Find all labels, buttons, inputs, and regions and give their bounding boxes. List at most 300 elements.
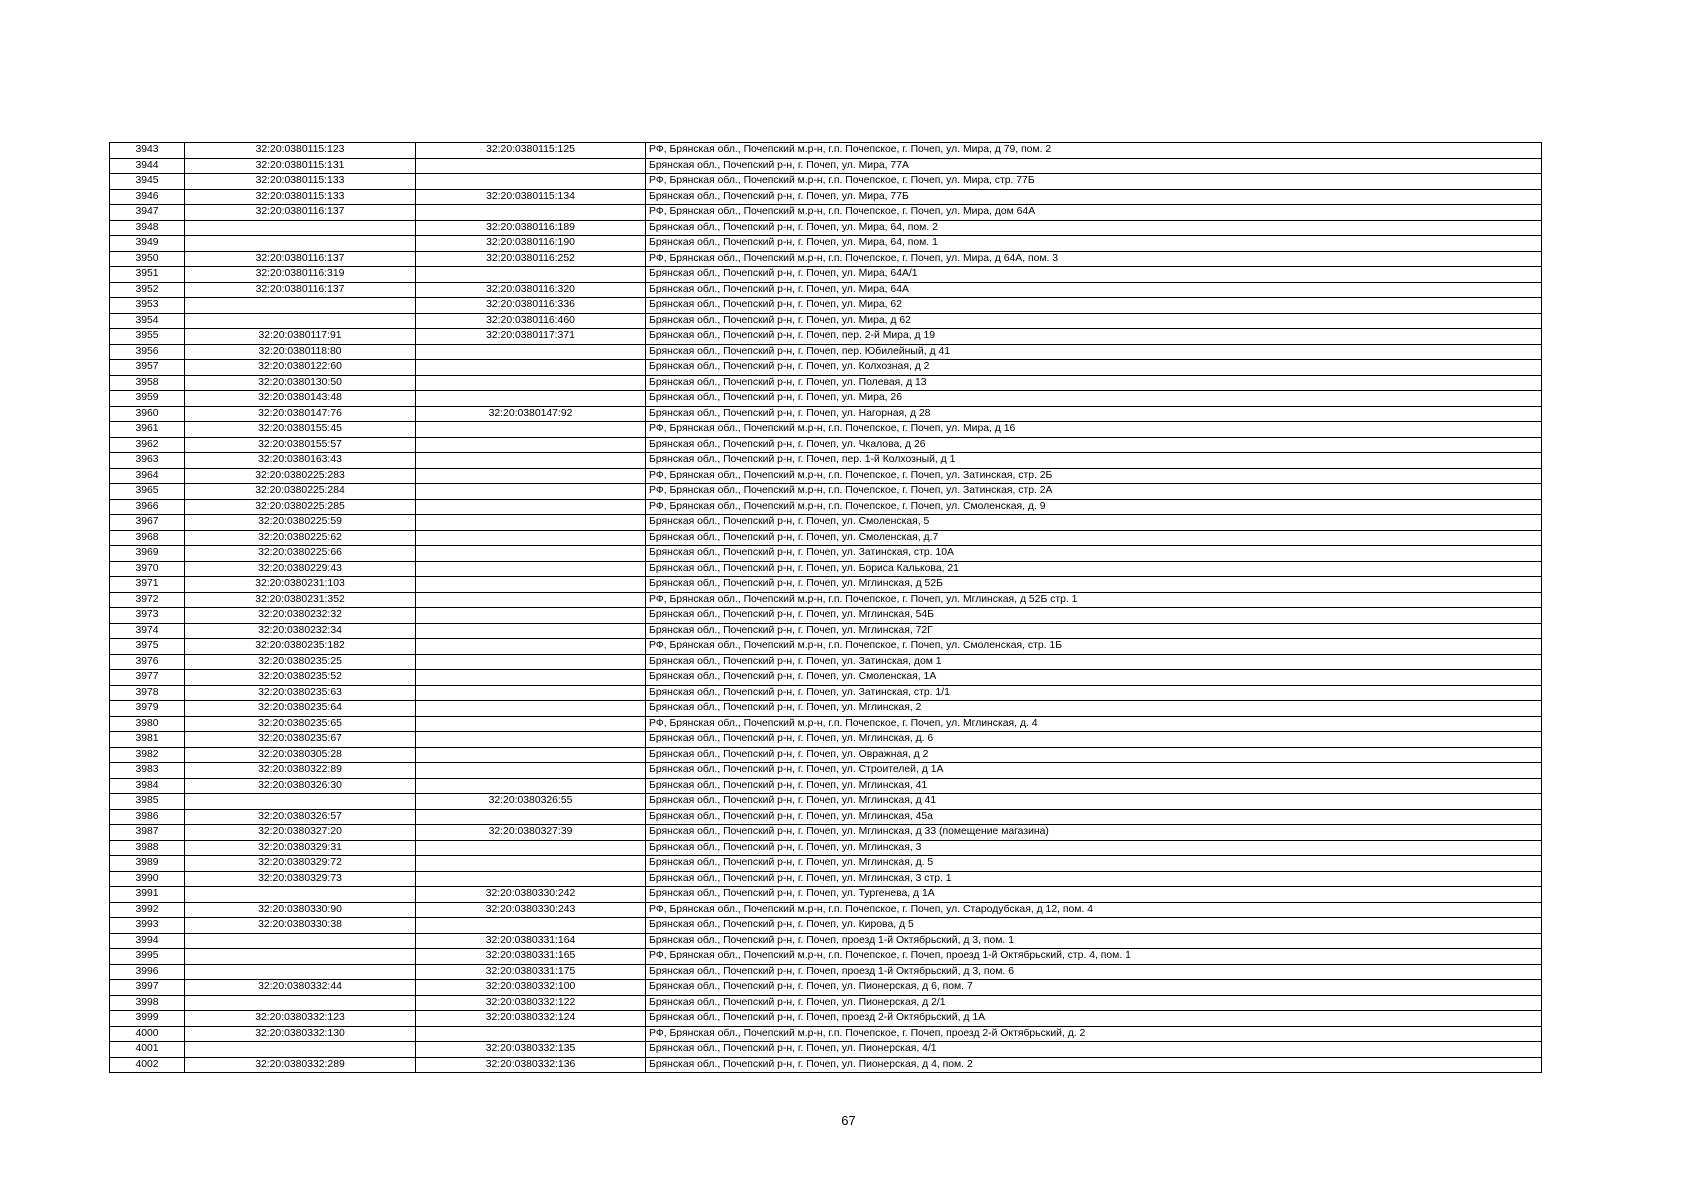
cadastral-number-cell: 32:20:0380332:44 xyxy=(185,980,416,996)
table-row xyxy=(110,267,1542,283)
object-number-cell: 32:20:0380331:175 xyxy=(416,964,646,980)
address-cell: Брянская обл., Почепский р-н, г. Почеп, ул. Мира, 77А xyxy=(646,158,1542,174)
row-number-cell: 3953 xyxy=(110,298,185,314)
row-number-cell: 3999 xyxy=(110,1011,185,1027)
cadastral-number-cell: 32:20:0380235:64 xyxy=(185,701,416,717)
object-number-cell: 32:20:0380116:460 xyxy=(416,313,646,329)
object-number-cell xyxy=(416,747,646,763)
object-number-cell: 32:20:0380116:320 xyxy=(416,282,646,298)
table-row xyxy=(110,530,1542,546)
row-number-cell: 3952 xyxy=(110,282,185,298)
address-cell: Брянская обл., Почепский р-н, г. Почеп, ул. Нагорная, д 28 xyxy=(646,406,1542,422)
object-number-cell xyxy=(416,918,646,934)
row-number-cell: 3974 xyxy=(110,623,185,639)
table-row xyxy=(110,623,1542,639)
table-row xyxy=(110,794,1542,810)
table-row xyxy=(110,453,1542,469)
object-number-cell xyxy=(416,484,646,500)
row-number-cell: 3973 xyxy=(110,608,185,624)
table-row xyxy=(110,887,1542,903)
row-number-cell: 3966 xyxy=(110,499,185,515)
cadastral-number-cell: 32:20:0380225:285 xyxy=(185,499,416,515)
table-row xyxy=(110,856,1542,872)
row-number-cell: 3969 xyxy=(110,546,185,562)
address-cell: Брянская обл., Почепский р-н, г. Почеп, ул. Смоленская, 5 xyxy=(646,515,1542,531)
address-cell: Брянская обл., Почепский р-н, г. Почеп, ул. Тургенева, д 1А xyxy=(646,887,1542,903)
table-row xyxy=(110,515,1542,531)
address-cell: Брянская обл., Почепский р-н, г. Почеп, ул. Мира, 64, пом. 2 xyxy=(646,220,1542,236)
table-row xyxy=(110,422,1542,438)
table-row xyxy=(110,1042,1542,1058)
object-number-cell: 32:20:0380117:371 xyxy=(416,329,646,345)
table-row xyxy=(110,1057,1542,1073)
cadastral-number-cell xyxy=(185,933,416,949)
row-number-cell: 3944 xyxy=(110,158,185,174)
cadastral-number-cell: 32:20:0380332:289 xyxy=(185,1057,416,1073)
object-number-cell xyxy=(416,871,646,887)
address-cell: Брянская обл., Почепский р-н, г. Почеп, ул. Мглинская, д 41 xyxy=(646,794,1542,810)
row-number-cell: 3984 xyxy=(110,778,185,794)
cadastral-number-cell: 32:20:0380155:45 xyxy=(185,422,416,438)
object-number-cell xyxy=(416,515,646,531)
cadastral-number-cell: 32:20:0380329:31 xyxy=(185,840,416,856)
table-row xyxy=(110,685,1542,701)
row-number-cell: 3957 xyxy=(110,360,185,376)
cadastral-number-cell xyxy=(185,298,416,314)
cadastral-number-cell: 32:20:0380235:182 xyxy=(185,639,416,655)
row-number-cell: 3972 xyxy=(110,592,185,608)
cadastral-number-cell: 32:20:0380163:43 xyxy=(185,453,416,469)
cadastral-number-cell: 32:20:0380232:34 xyxy=(185,623,416,639)
object-number-cell xyxy=(416,670,646,686)
row-number-cell: 3951 xyxy=(110,267,185,283)
address-cell: Брянская обл., Почепский р-н, г. Почеп, ул. Мглинская, 41 xyxy=(646,778,1542,794)
cadastral-number-cell xyxy=(185,236,416,252)
row-number-cell: 3970 xyxy=(110,561,185,577)
row-number-cell: 3993 xyxy=(110,918,185,934)
cadastral-number-cell: 32:20:0380330:90 xyxy=(185,902,416,918)
row-number-cell: 3990 xyxy=(110,871,185,887)
address-cell: РФ, Брянская обл., Почепский м.р-н, г.п. Почепское, г. Почеп, ул. Мира, д 64А, пом. 3 xyxy=(646,251,1542,267)
address-cell: РФ, Брянская обл., Почепский м.р-н, г.п. Почепское, г. Почеп, ул. Мира, д 79, пом. 2 xyxy=(646,143,1542,159)
page-number: 67 xyxy=(841,1113,856,1128)
row-number-cell: 3960 xyxy=(110,406,185,422)
cadastral-number-cell: 32:20:0380147:76 xyxy=(185,406,416,422)
object-number-cell xyxy=(416,499,646,515)
address-cell: Брянская обл., Почепский р-н, г. Почеп, ул. Пионерская, 4/1 xyxy=(646,1042,1542,1058)
address-cell: Брянская обл., Почепский р-н, г. Почеп, ул. Мглинская, д 52Б xyxy=(646,577,1542,593)
object-number-cell xyxy=(416,608,646,624)
cadastral-number-cell: 32:20:0380130:50 xyxy=(185,375,416,391)
object-number-cell xyxy=(416,654,646,670)
object-number-cell xyxy=(416,856,646,872)
object-number-cell xyxy=(416,546,646,562)
row-number-cell: 3949 xyxy=(110,236,185,252)
address-cell: Брянская обл., Почепский р-н, г. Почеп, ул. Чкалова, д 26 xyxy=(646,437,1542,453)
address-cell: Брянская обл., Почепский р-н, г. Почеп, ул. Затинская, дом 1 xyxy=(646,654,1542,670)
address-cell: Брянская обл., Почепский р-н, г. Почеп, ул. Пионерская, д 4, пом. 2 xyxy=(646,1057,1542,1073)
cadastral-number-cell: 32:20:0380155:57 xyxy=(185,437,416,453)
cadastral-number-cell: 32:20:0380231:103 xyxy=(185,577,416,593)
cadastral-number-cell: 32:20:0380225:59 xyxy=(185,515,416,531)
table-row xyxy=(110,158,1542,174)
object-number-cell xyxy=(416,561,646,577)
table-row xyxy=(110,360,1542,376)
table-row xyxy=(110,778,1542,794)
object-number-cell: 32:20:0380147:92 xyxy=(416,406,646,422)
row-number-cell: 3965 xyxy=(110,484,185,500)
table-row xyxy=(110,282,1542,298)
address-cell: Брянская обл., Почепский р-н, г. Почеп, проезд 2-й Октябрьский, д 1А xyxy=(646,1011,1542,1027)
object-number-cell xyxy=(416,577,646,593)
row-number-cell: 3976 xyxy=(110,654,185,670)
object-number-cell: 32:20:0380116:190 xyxy=(416,236,646,252)
object-number-cell: 32:20:0380327:39 xyxy=(416,825,646,841)
row-number-cell: 3964 xyxy=(110,468,185,484)
cadastral-number-cell: 32:20:0380116:137 xyxy=(185,251,416,267)
table-row xyxy=(110,468,1542,484)
cadastral-number-cell xyxy=(185,313,416,329)
row-number-cell: 3998 xyxy=(110,995,185,1011)
object-number-cell xyxy=(416,763,646,779)
cadastral-number-cell: 32:20:0380225:284 xyxy=(185,484,416,500)
row-number-cell: 3962 xyxy=(110,437,185,453)
cadastral-number-cell: 32:20:0380235:52 xyxy=(185,670,416,686)
address-cell: РФ, Брянская обл., Почепский м.р-н, г.п. Почепское, г. Почеп, ул. Стародубская, д 12, пом. 4 xyxy=(646,902,1542,918)
object-number-cell: 32:20:0380115:125 xyxy=(416,143,646,159)
cadastral-number-cell: 32:20:0380231:352 xyxy=(185,592,416,608)
table-row xyxy=(110,654,1542,670)
object-number-cell xyxy=(416,685,646,701)
table-row xyxy=(110,313,1542,329)
cadastral-number-cell: 32:20:0380330:38 xyxy=(185,918,416,934)
object-number-cell xyxy=(416,360,646,376)
row-number-cell: 3955 xyxy=(110,329,185,345)
table-row xyxy=(110,716,1542,732)
object-number-cell: 32:20:0380326:55 xyxy=(416,794,646,810)
table-row xyxy=(110,964,1542,980)
table-row xyxy=(110,236,1542,252)
table-row xyxy=(110,949,1542,965)
address-cell: Брянская обл., Почепский р-н, г. Почеп, ул. Колхозная, д 2 xyxy=(646,360,1542,376)
table-row xyxy=(110,484,1542,500)
row-number-cell: 3958 xyxy=(110,375,185,391)
row-number-cell: 3985 xyxy=(110,794,185,810)
row-number-cell: 3945 xyxy=(110,174,185,190)
object-number-cell: 32:20:0380332:136 xyxy=(416,1057,646,1073)
cadastral-number-cell: 32:20:0380115:133 xyxy=(185,189,416,205)
table-row xyxy=(110,995,1542,1011)
table-row xyxy=(110,670,1542,686)
row-number-cell: 3967 xyxy=(110,515,185,531)
object-number-cell: 32:20:0380116:252 xyxy=(416,251,646,267)
address-cell: РФ, Брянская обл., Почепский м.р-н, г.п. Почепское, г. Почеп, ул. Мглинская, д 52Б стр. 1 xyxy=(646,592,1542,608)
address-cell: Брянская обл., Почепский р-н, г. Почеп, ул. Овражная, д 2 xyxy=(646,747,1542,763)
cadastral-number-cell: 32:20:0380329:73 xyxy=(185,871,416,887)
table-row xyxy=(110,809,1542,825)
address-cell: РФ, Брянская обл., Почепский м.р-н, г.п. Почепское, г. Почеп, ул. Мглинская, д. 4 xyxy=(646,716,1542,732)
table-row xyxy=(110,577,1542,593)
row-number-cell: 3968 xyxy=(110,530,185,546)
object-number-cell xyxy=(416,267,646,283)
cadastral-number-cell: 32:20:0380235:65 xyxy=(185,716,416,732)
object-number-cell xyxy=(416,592,646,608)
object-number-cell xyxy=(416,344,646,360)
table-row xyxy=(110,980,1542,996)
row-number-cell: 4000 xyxy=(110,1026,185,1042)
table-row xyxy=(110,174,1542,190)
table-row xyxy=(110,1011,1542,1027)
address-cell: Брянская обл., Почепский р-н, г. Почеп, проезд 1-й Октябрьский, д 3, пом. 1 xyxy=(646,933,1542,949)
cadastral-number-cell: 32:20:0380322:89 xyxy=(185,763,416,779)
cadastral-number-cell: 32:20:0380329:72 xyxy=(185,856,416,872)
object-number-cell xyxy=(416,375,646,391)
cadastral-number-cell xyxy=(185,794,416,810)
cadastral-number-cell: 32:20:0380232:32 xyxy=(185,608,416,624)
cadastral-number-cell: 32:20:0380326:57 xyxy=(185,809,416,825)
row-number-cell: 3982 xyxy=(110,747,185,763)
table-row xyxy=(110,391,1542,407)
address-cell: Брянская обл., Почепский р-н, г. Почеп, пер. Юбилейный, д 41 xyxy=(646,344,1542,360)
table-row xyxy=(110,344,1542,360)
address-cell: Брянская обл., Почепский р-н, г. Почеп, ул. Пионерская, д 6, пом. 7 xyxy=(646,980,1542,996)
address-cell: РФ, Брянская обл., Почепский м.р-н, г.п. Почепское, г. Почеп, ул. Мира, стр. 77Б xyxy=(646,174,1542,190)
address-cell: Брянская обл., Почепский р-н, г. Почеп, ул. Мглинская, д. 5 xyxy=(646,856,1542,872)
cadastral-number-cell: 32:20:0380332:130 xyxy=(185,1026,416,1042)
address-cell: Брянская обл., Почепский р-н, г. Почеп, ул. Мглинская, 45а xyxy=(646,809,1542,825)
object-number-cell xyxy=(416,422,646,438)
address-cell: Брянская обл., Почепский р-н, г. Почеп, ул. Мира, 64А xyxy=(646,282,1542,298)
table-row xyxy=(110,189,1542,205)
table-row xyxy=(110,1026,1542,1042)
object-number-cell xyxy=(416,701,646,717)
object-number-cell xyxy=(416,453,646,469)
object-number-cell xyxy=(416,391,646,407)
table-row xyxy=(110,406,1542,422)
cadastral-number-cell: 32:20:0380143:48 xyxy=(185,391,416,407)
object-number-cell xyxy=(416,1026,646,1042)
row-number-cell: 3997 xyxy=(110,980,185,996)
row-number-cell: 3946 xyxy=(110,189,185,205)
cadastral-number-cell xyxy=(185,949,416,965)
address-cell: Брянская обл., Почепский р-н, г. Почеп, ул. Смоленская, д.7 xyxy=(646,530,1542,546)
object-number-cell xyxy=(416,732,646,748)
address-cell: Брянская обл., Почепский р-н, г. Почеп, ул. Пионерская, д 2/1 xyxy=(646,995,1542,1011)
object-number-cell xyxy=(416,778,646,794)
registry-table-body xyxy=(110,143,1542,1073)
cadastral-number-cell: 32:20:0380225:62 xyxy=(185,530,416,546)
table-row xyxy=(110,499,1542,515)
cadastral-number-cell xyxy=(185,887,416,903)
address-cell: РФ, Брянская обл., Почепский м.р-н, г.п. Почепское, г. Почеп, ул. Затинская, стр. 2Б xyxy=(646,468,1542,484)
row-number-cell: 3983 xyxy=(110,763,185,779)
object-number-cell: 32:20:0380116:336 xyxy=(416,298,646,314)
table-row xyxy=(110,933,1542,949)
address-cell: Брянская обл., Почепский р-н, г. Почеп, ул. Бориса Калькова, 21 xyxy=(646,561,1542,577)
object-number-cell xyxy=(416,809,646,825)
cadastral-number-cell: 32:20:0380229:43 xyxy=(185,561,416,577)
row-number-cell: 3963 xyxy=(110,453,185,469)
row-number-cell: 3950 xyxy=(110,251,185,267)
object-number-cell xyxy=(416,840,646,856)
cadastral-number-cell: 32:20:0380115:123 xyxy=(185,143,416,159)
row-number-cell: 4002 xyxy=(110,1057,185,1073)
cadastral-number-cell xyxy=(185,1042,416,1058)
address-cell: Брянская обл., Почепский р-н, г. Почеп, ул. Кирова, д 5 xyxy=(646,918,1542,934)
cadastral-number-cell: 32:20:0380225:66 xyxy=(185,546,416,562)
table-row xyxy=(110,143,1542,159)
object-number-cell xyxy=(416,623,646,639)
address-cell: РФ, Брянская обл., Почепский м.р-н, г.п. Почепское, г. Почеп, ул. Затинская, стр. 2А xyxy=(646,484,1542,500)
row-number-cell: 3943 xyxy=(110,143,185,159)
address-cell: Брянская обл., Почепский р-н, г. Почеп, ул. Мира, 26 xyxy=(646,391,1542,407)
address-cell: Брянская обл., Почепский р-н, г. Почеп, ул. Мира, 62 xyxy=(646,298,1542,314)
cadastral-number-cell: 32:20:0380115:131 xyxy=(185,158,416,174)
row-number-cell: 3975 xyxy=(110,639,185,655)
cadastral-number-cell: 32:20:0380332:123 xyxy=(185,1011,416,1027)
row-number-cell: 3947 xyxy=(110,205,185,221)
cadastral-number-cell xyxy=(185,964,416,980)
cadastral-number-cell xyxy=(185,995,416,1011)
address-cell: Брянская обл., Почепский р-н, г. Почеп, ул. Строителей, д 1А xyxy=(646,763,1542,779)
registry-table xyxy=(109,142,1542,1073)
cadastral-number-cell: 32:20:0380326:30 xyxy=(185,778,416,794)
cadastral-number-cell: 32:20:0380235:63 xyxy=(185,685,416,701)
row-number-cell: 3987 xyxy=(110,825,185,841)
row-number-cell: 3959 xyxy=(110,391,185,407)
object-number-cell xyxy=(416,158,646,174)
row-number-cell: 3988 xyxy=(110,840,185,856)
address-cell: Брянская обл., Почепский р-н, г. Почеп, ул. Мглинская, 3 xyxy=(646,840,1542,856)
cadastral-number-cell: 32:20:0380115:133 xyxy=(185,174,416,190)
table-row xyxy=(110,561,1542,577)
table-row xyxy=(110,825,1542,841)
table-row xyxy=(110,592,1542,608)
cadastral-number-cell: 32:20:0380116:137 xyxy=(185,205,416,221)
object-number-cell: 32:20:0380332:135 xyxy=(416,1042,646,1058)
object-number-cell: 32:20:0380115:134 xyxy=(416,189,646,205)
table-row xyxy=(110,437,1542,453)
address-cell: РФ, Брянская обл., Почепский м.р-н, г.п. Почепское, г. Почеп, проезд 1-й Октябрьский, стр. 4, пом. 1 xyxy=(646,949,1542,965)
object-number-cell: 32:20:0380330:243 xyxy=(416,902,646,918)
table-row xyxy=(110,747,1542,763)
row-number-cell: 3986 xyxy=(110,809,185,825)
cadastral-number-cell: 32:20:0380327:20 xyxy=(185,825,416,841)
table-row xyxy=(110,871,1542,887)
object-number-cell xyxy=(416,468,646,484)
address-cell: РФ, Брянская обл., Почепский м.р-н, г.п. Почепское, г. Почеп, ул. Смоленская, д. 9 xyxy=(646,499,1542,515)
row-number-cell: 3948 xyxy=(110,220,185,236)
cadastral-number-cell: 32:20:0380122:60 xyxy=(185,360,416,376)
address-cell: Брянская обл., Почепский р-н, г. Почеп, ул. Мглинская, 54Б xyxy=(646,608,1542,624)
object-number-cell: 32:20:0380332:122 xyxy=(416,995,646,1011)
object-number-cell xyxy=(416,639,646,655)
address-cell: Брянская обл., Почепский р-н, г. Почеп, ул. Затинская, стр. 1/1 xyxy=(646,685,1542,701)
row-number-cell: 3989 xyxy=(110,856,185,872)
object-number-cell: 32:20:0380331:165 xyxy=(416,949,646,965)
table-row xyxy=(110,608,1542,624)
row-number-cell: 3977 xyxy=(110,670,185,686)
row-number-cell: 3996 xyxy=(110,964,185,980)
address-cell: Брянская обл., Почепский р-н, г. Почеп, ул. Смоленская, 1А xyxy=(646,670,1542,686)
address-cell: РФ, Брянская обл., Почепский м.р-н, г.п. Почепское, г. Почеп, ул. Смоленская, стр. 1Б xyxy=(646,639,1542,655)
table-row xyxy=(110,329,1542,345)
table-row xyxy=(110,918,1542,934)
address-cell: РФ, Брянская обл., Почепский м.р-н, г.п. Почепское, г. Почеп, ул. Мира, дом 64А xyxy=(646,205,1542,221)
address-cell: Брянская обл., Почепский р-н, г. Почеп, ул. Мира, д 62 xyxy=(646,313,1542,329)
cadastral-number-cell: 32:20:0380117:91 xyxy=(185,329,416,345)
table-row xyxy=(110,375,1542,391)
row-number-cell: 3991 xyxy=(110,887,185,903)
address-cell: Брянская обл., Почепский р-н, г. Почеп, ул. Мглинская, 3 стр. 1 xyxy=(646,871,1542,887)
object-number-cell: 32:20:0380332:124 xyxy=(416,1011,646,1027)
cadastral-number-cell: 32:20:0380235:25 xyxy=(185,654,416,670)
cadastral-number-cell: 32:20:0380116:137 xyxy=(185,282,416,298)
address-cell: Брянская обл., Почепский р-н, г. Почеп, ул. Мира, 64, пом. 1 xyxy=(646,236,1542,252)
cadastral-number-cell: 32:20:0380116:319 xyxy=(185,267,416,283)
table-row xyxy=(110,546,1542,562)
row-number-cell: 3994 xyxy=(110,933,185,949)
table-row xyxy=(110,840,1542,856)
table-row xyxy=(110,251,1542,267)
row-number-cell: 3981 xyxy=(110,732,185,748)
row-number-cell: 3992 xyxy=(110,902,185,918)
cadastral-number-cell: 32:20:0380118:80 xyxy=(185,344,416,360)
row-number-cell: 3979 xyxy=(110,701,185,717)
address-cell: РФ, Брянская обл., Почепский м.р-н, г.п. Почепское, г. Почеп, проезд 2-й Октябрьский, д. 2 xyxy=(646,1026,1542,1042)
row-number-cell: 3956 xyxy=(110,344,185,360)
row-number-cell: 3954 xyxy=(110,313,185,329)
object-number-cell: 32:20:0380116:189 xyxy=(416,220,646,236)
row-number-cell: 4001 xyxy=(110,1042,185,1058)
object-number-cell: 32:20:0380332:100 xyxy=(416,980,646,996)
address-cell: Брянская обл., Почепский р-н, г. Почеп, ул. Мглинская, 2 xyxy=(646,701,1542,717)
table-row xyxy=(110,298,1542,314)
row-number-cell: 3961 xyxy=(110,422,185,438)
table-row xyxy=(110,205,1542,221)
table-row xyxy=(110,732,1542,748)
object-number-cell xyxy=(416,437,646,453)
cadastral-number-cell: 32:20:0380225:283 xyxy=(185,468,416,484)
table-row xyxy=(110,701,1542,717)
table-row xyxy=(110,639,1542,655)
address-cell: Брянская обл., Почепский р-н, г. Почеп, пер. 1-й Колхозный, д 1 xyxy=(646,453,1542,469)
object-number-cell: 32:20:0380331:164 xyxy=(416,933,646,949)
table-row xyxy=(110,220,1542,236)
row-number-cell: 3995 xyxy=(110,949,185,965)
object-number-cell xyxy=(416,716,646,732)
address-cell: Брянская обл., Почепский р-н, г. Почеп, ул. Мглинская, д 33 (помещение магазина) xyxy=(646,825,1542,841)
table-row xyxy=(110,902,1542,918)
address-cell: Брянская обл., Почепский р-н, г. Почеп, ул. Мира, 77Б xyxy=(646,189,1542,205)
object-number-cell: 32:20:0380330:242 xyxy=(416,887,646,903)
address-cell: Брянская обл., Почепский р-н, г. Почеп, ул. Мглинская, 72Г xyxy=(646,623,1542,639)
object-number-cell xyxy=(416,530,646,546)
address-cell: Брянская обл., Почепский р-н, г. Почеп, ул. Мглинская, д. 6 xyxy=(646,732,1542,748)
address-cell: Брянская обл., Почепский р-н, г. Почеп, ул. Мира, 64А/1 xyxy=(646,267,1542,283)
object-number-cell xyxy=(416,174,646,190)
address-cell: РФ, Брянская обл., Почепский м.р-н, г.п. Почепское, г. Почеп, ул. Мира, д 16 xyxy=(646,422,1542,438)
row-number-cell: 3978 xyxy=(110,685,185,701)
address-cell: Брянская обл., Почепский р-н, г. Почеп, ул. Затинская, стр. 10А xyxy=(646,546,1542,562)
row-number-cell: 3980 xyxy=(110,716,185,732)
cadastral-number-cell: 32:20:0380235:67 xyxy=(185,732,416,748)
row-number-cell: 3971 xyxy=(110,577,185,593)
cadastral-number-cell: 32:20:0380305:28 xyxy=(185,747,416,763)
address-cell: Брянская обл., Почепский р-н, г. Почеп, ул. Полевая, д 13 xyxy=(646,375,1542,391)
address-cell: Брянская обл., Почепский р-н, г. Почеп, проезд 1-й Октябрьский, д 3, пом. 6 xyxy=(646,964,1542,980)
table-row xyxy=(110,763,1542,779)
